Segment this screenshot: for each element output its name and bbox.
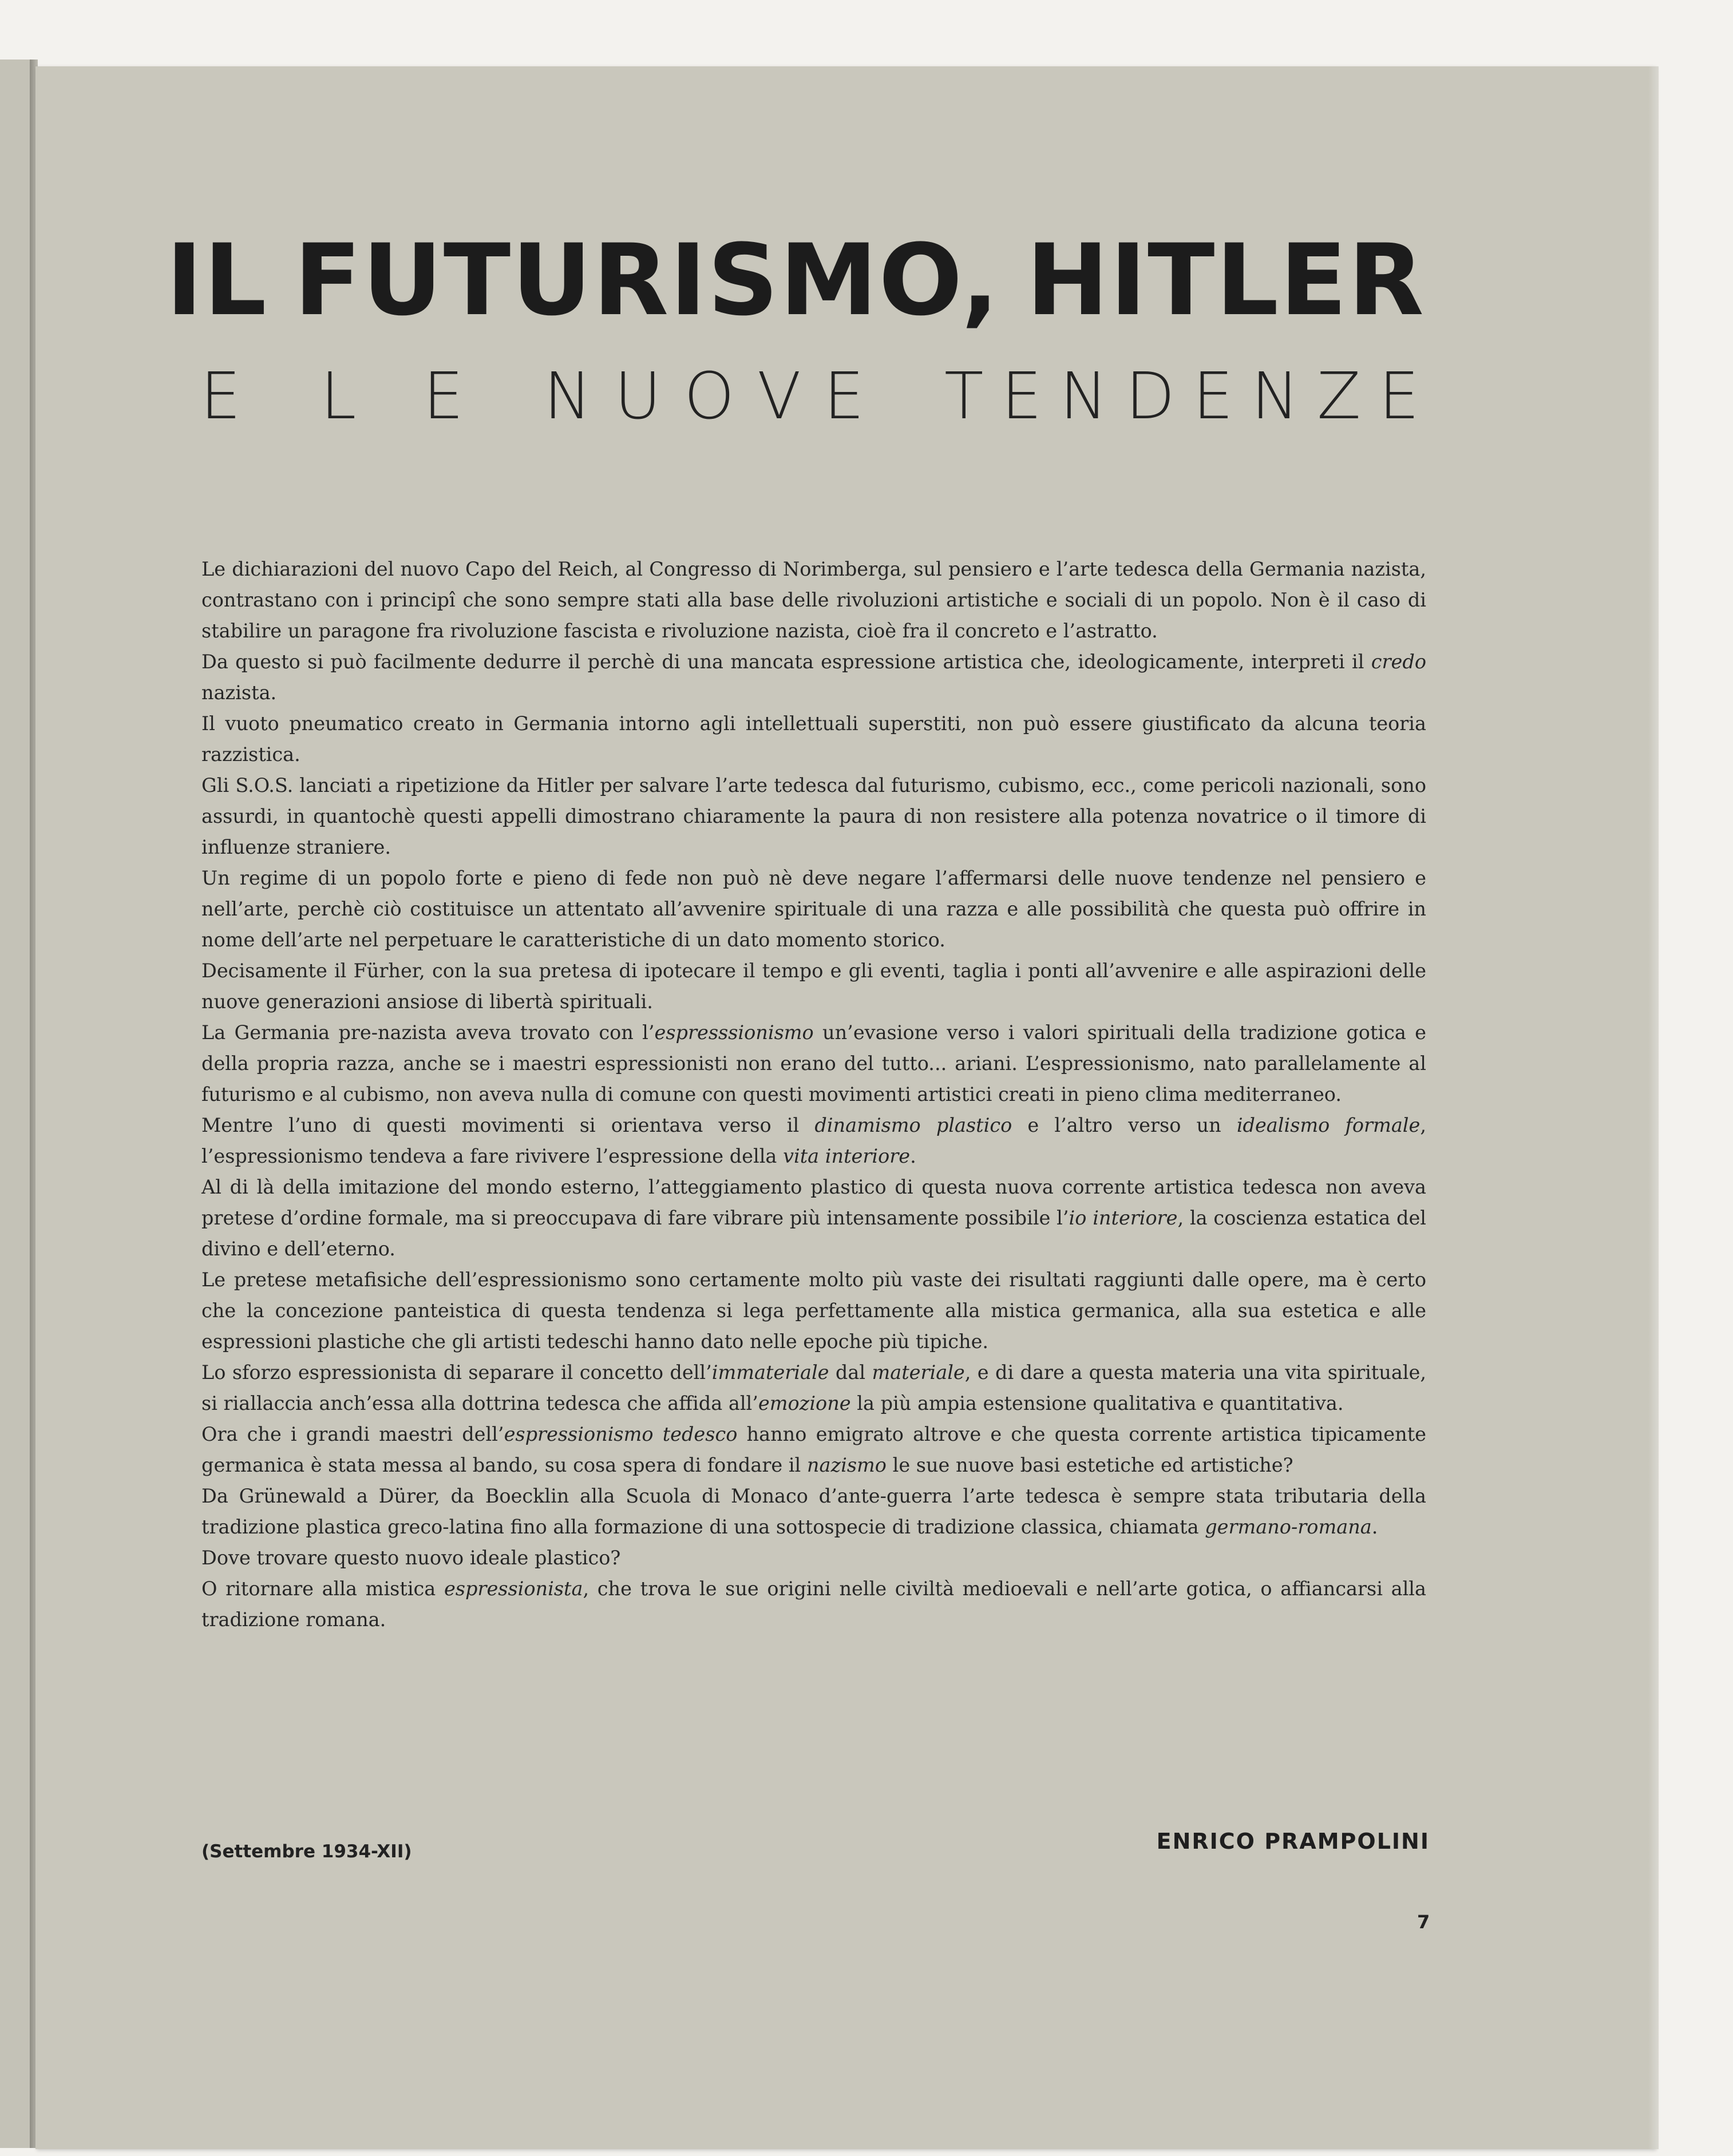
paragraph-text: la più ampia estensione qualitativa e quantitativa. [850, 1392, 1344, 1414]
title-word: FUTURISMO, [294, 223, 1000, 338]
body-paragraph [201, 1574, 1426, 1635]
body-paragraph [201, 1110, 1426, 1172]
paragraph-text: Le dichiarazioni del nuovo Capo del Reich, al Congresso di Norimberga, sul pensiero e l’arte tedesca della Germania nazista, contrastano con i principî che sono sempre stati alla base delle rivoluzioni artistiche e sociali di un popolo. Non è il caso di stabilire un paragone fra rivoluzione fascista e rivoluzione nazista, cioè fra il concreto e l’astratto. [201, 558, 1426, 642]
paragraph-text: Ora che i grandi maestri dell’ [201, 1423, 504, 1445]
italic-text: vita interiore [783, 1145, 911, 1167]
body-paragraph [201, 770, 1426, 863]
italic-text: emozione [758, 1392, 851, 1414]
subtitle-letter: V [757, 359, 801, 434]
title-main [166, 223, 1425, 338]
body-paragraph [201, 1172, 1426, 1265]
body-paragraph [201, 956, 1426, 1017]
body-paragraph [201, 554, 1426, 647]
subtitle-word [944, 359, 1419, 434]
paragraph-text: , l’espressionismo tendeva a fare rivivere l’espressione della [201, 1114, 1426, 1167]
paragraph-text: Da questo si può facilmente dedurre il perchè di una mancata espressione artistica che, ideologicamente, interpreti il [201, 651, 1371, 673]
title-word: HITLER [1026, 223, 1425, 338]
subtitle-letter: E [200, 359, 241, 434]
subtitle-letter: N [544, 359, 592, 434]
body-paragraph [201, 647, 1426, 708]
paragraph-text: O ritornare alla mistica [201, 1578, 444, 1600]
subtitle-letter: E [1001, 359, 1042, 434]
author-name: ENRICO PRAMPOLINI [1156, 1829, 1430, 1854]
paragraph-text: Da Grünewald a Dürer, da Boecklin alla Scuola di Monaco d’ante-guerra l’arte tedesca è sempre stata tributaria della tradizione plastica greco-latina fino alla formazione di una sottospecie di tradizione classica, chiamata [201, 1485, 1426, 1538]
subtitle-word [321, 359, 464, 434]
paragraph-text: . [1371, 1516, 1378, 1538]
paragraph-text: Lo sforzo espressionista di separare il concetto dell’ [201, 1361, 712, 1384]
paragraph-text: nazista. [201, 681, 277, 704]
paragraph-text: Il vuoto pneumatico creato in Germania intorno agli intellettuali superstiti, non può essere giustificato da alcuna teoria razzistica. [201, 712, 1426, 766]
article-date: (Settembre 1934-XII) [201, 1841, 412, 1862]
italic-text: espresssionismo [654, 1021, 814, 1044]
paragraph-text: Gli S.O.S. lanciati a ripetizione da Hitler per salvare l’arte tedesca dal futurismo, cubismo, ecc., come pericoli nazionali, sono assurdi, in quantochè questi appelli dimostrano chiaramente la paura di non resistere alla potenza novatrice o il timore di influenze straniere. [201, 774, 1426, 858]
subtitle-letter: Z [1317, 359, 1361, 434]
subtitle-letter: L [321, 359, 357, 434]
article-body [201, 554, 1426, 1635]
body-paragraph [201, 1357, 1426, 1419]
paragraph-text: , e di dare a questa materia una vita spirituale, si riallaccia anch’essa alla dottrina tedesca che affida all’ [201, 1361, 1426, 1414]
paragraph-text: , la coscienza estatica del divino e dell’eterno. [201, 1207, 1426, 1260]
paragraph-text: Decisamente il Fürher, con la sua pretesa di ipotecare il tempo e gli eventi, taglia i ponti all’avvenire e alle aspirazioni delle nuove generazioni ansiose di libertà spirituali. [201, 960, 1426, 1013]
italic-text: dinamismo plastico [814, 1114, 1012, 1136]
paragraph-text: La Germania pre-nazista aveva trovato con l’ [201, 1021, 655, 1044]
body-paragraph [201, 1017, 1426, 1110]
paragraph-text: le sue nuove basi estetiche ed artistiche? [886, 1454, 1293, 1476]
paragraph-text: Dove trovare questo nuovo ideale plastico? [201, 1547, 621, 1569]
paragraph-text: hanno emigrato altrove e che questa corrente artistica tipicamente germanica è stata messa al bando, su cosa spera di fondare il [201, 1423, 1426, 1476]
italic-text: espressionista [444, 1578, 583, 1600]
italic-text: credo [1371, 651, 1426, 673]
italic-text: idealismo formale [1236, 1114, 1421, 1136]
subtitle-letter: E [1193, 359, 1233, 434]
paragraph-text: Al di là della imitazione del mondo esterno, l’atteggiamento plastico di questa nuova corrente artistica tedesca non aveva pretese d’ordine formale, ma si preoccupava di fare vibrare più intensamente possibile l’ [201, 1176, 1426, 1229]
subtitle-letter: O [684, 359, 735, 434]
subtitle-word [544, 359, 864, 434]
body-paragraph [201, 1265, 1426, 1357]
subtitle-letter: U [614, 359, 662, 434]
subtitle-letter: E [824, 359, 864, 434]
subtitle-word [200, 359, 240, 434]
italic-text: materiale [872, 1361, 965, 1384]
paragraph-text: Mentre l’uno di questi movimenti si orientava verso il [201, 1114, 815, 1136]
subtitle-letter: N [1251, 359, 1299, 434]
paragraph-text: . [910, 1145, 916, 1167]
body-paragraph [201, 1543, 1426, 1574]
subtitle-letter: E [423, 359, 464, 434]
body-paragraph [201, 1481, 1426, 1543]
paragraph-text: e l’altro verso un [1012, 1114, 1237, 1136]
paragraph-text: Le pretese metafisiche dell’espressionismo sono certamente molto più vaste dei risultati raggiunti dalle opere, ma è certo che la concezione panteistica di questa tendenza si lega perfettamente alla mistica germanica, alla sua estetica e alle espressioni plastiche che gli artisti tedeschi hanno dato nelle epoche più tipiche. [201, 1269, 1426, 1353]
paragraph-text: dal [829, 1361, 872, 1384]
paragraph-text: Un regime di un popolo forte e pieno di fede non può nè deve negare l’affermarsi delle nuove tendenze nel pensiero e nell’arte, perchè ciò costituisce un attentato all’avvenire spirituale di una razza e alle possibilità che questa può offrire in nome dell’arte nel perpetuare le caratteristiche di un dato momento storico. [201, 867, 1426, 951]
subtitle-letter: N [1059, 359, 1108, 434]
paragraph-text: un’evasione verso i valori spirituali della tradizione gotica e della propria razza, anche se i maestri espressionisti non erano del tutto... ariani. L’espressionismo, nato parallelamente al futurismo e al cubismo, non aveva nulla di comune con questi movimenti artistici creati in pieno clima mediterraneo. [201, 1021, 1426, 1105]
page-edge [1648, 66, 1659, 2149]
body-paragraph [201, 708, 1426, 770]
italic-text: germano-romana [1205, 1516, 1372, 1538]
italic-text: nazismo [806, 1454, 887, 1476]
italic-text: espressionismo tedesco [504, 1423, 738, 1445]
subtitle-letter: E [1379, 359, 1419, 434]
body-paragraph [201, 1419, 1426, 1481]
italic-text: io interiore [1069, 1207, 1178, 1229]
page-number: 7 [1417, 1911, 1430, 1933]
paragraph-text: , che trova le sue origini nelle civiltà medioevali e nell’arte gotica, o affiancarsi alla tradizione romana. [201, 1578, 1426, 1631]
subtitle-letter: T [944, 359, 984, 434]
subtitle-letter: D [1125, 359, 1175, 434]
italic-text: immateriale [711, 1361, 829, 1384]
title-word: IL [166, 223, 268, 338]
body-paragraph [201, 863, 1426, 956]
title-subtitle [200, 359, 1419, 434]
